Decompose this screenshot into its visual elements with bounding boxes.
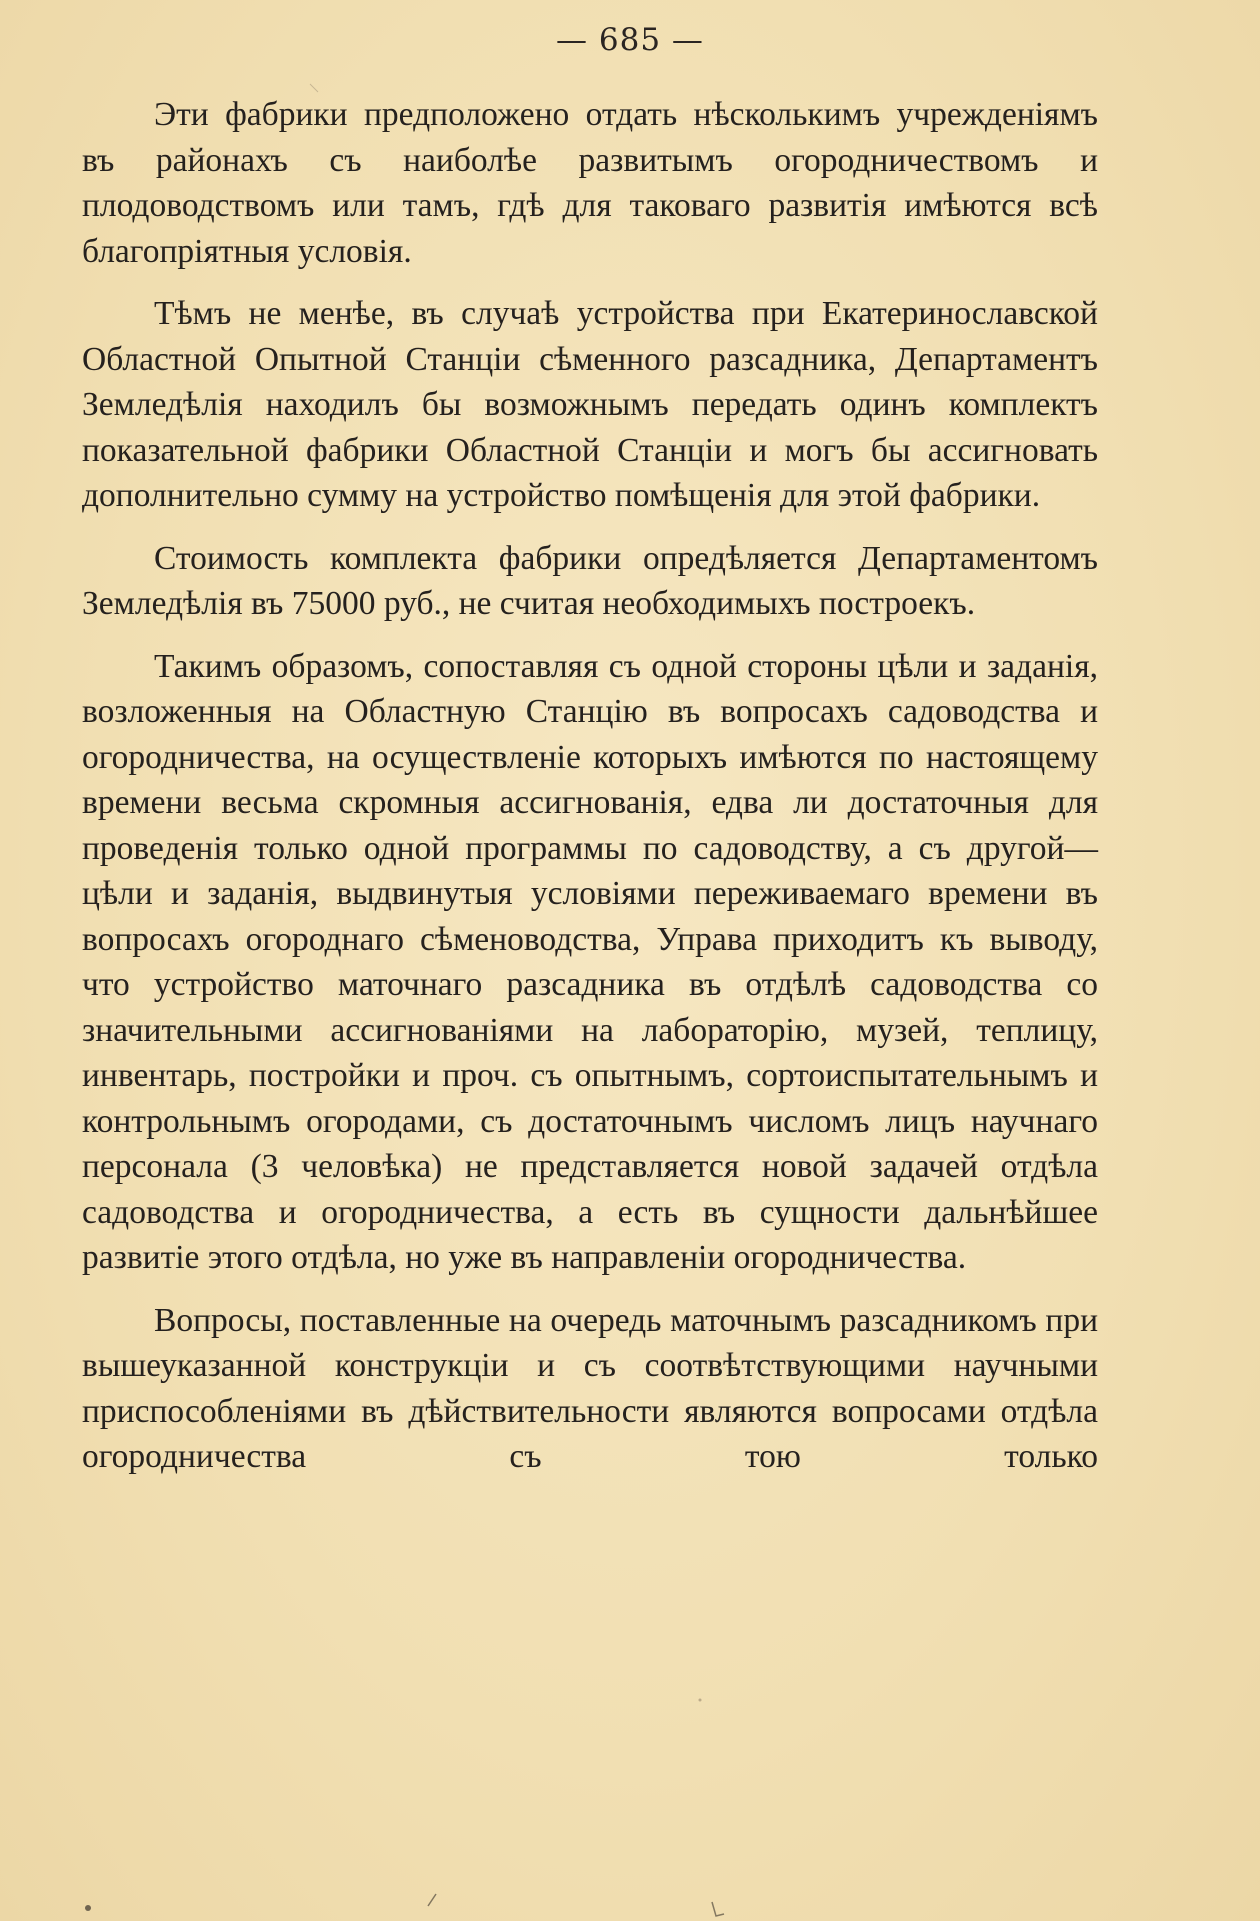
paragraph-5: Вопросы, поставленные на очередь маточнымъ разсадникомъ при вышеуказанной конструкціи и съ соотвѣтствующими научными приспособленіями въ дѣйствительности являются вопросами отдѣла огородничества съ тою только <box>82 1301 1098 1475</box>
paragraph-3: Стоимость комплекта фабрики опредѣляется Департаментомъ Земледѣлія въ 75000 руб., не считая необходимыхъ построекъ. <box>82 539 1098 622</box>
paragraph-1: Эти фабрики предположено отдать нѣсколькимъ учреждeніямъ въ районахъ съ наиболѣе развитымъ огородничествомъ и плодоводствомъ или тамъ, гдѣ для таковаго развитія имѣются всѣ благопріятныя условія. <box>82 96 1098 270</box>
paragraph-4: Такимъ образомъ, сопоставляя съ одной стороны цѣли и заданія, возложенныя на Областную Станцію въ вопросахъ садоводства и огородничества, на осуществленіе которыхъ имѣются по настоящему времени весьма скромныя ассигнованія, едва ли достаточныя для проведенія только одной программы по садоводству, а съ другой—цѣли и заданія, выдвинутыя условіями переживаемаго времени въ вопросахъ огороднаго сѣменоводства, Управа приходитъ къ выводу, что устройство маточнаго разсадника въ отдѣлѣ садоводства со значительными ассигнованіями на лабораторію, музей, теплицу, инвентарь, постройки и проч. съ опытнымъ, сортоиспытательнымъ и контрольнымъ огородами, съ достаточнымъ числомъ лицъ научнаго персонала (3 человѣка) не представляется новой задачей отдѣла садоводства и огородничества, а есть въ сущности дальнѣйшее развитіе этого отдѣла, но уже въ направленіи огородничества. <box>82 647 1098 1276</box>
page-number: — 685 — <box>556 22 704 58</box>
body-text <box>82 92 1098 1497</box>
paragraph-2: Тѣмъ не менѣе, въ случаѣ устройства при Екатеринославской Областной Опытной Станціи сѣменного разсадника, Департаментъ Земледѣлія находилъ бы возможнымъ передать одинъ комплектъ показательной фабрики Областной Станціи и могъ бы ассигновать дополнительно сумму на устройство помѣщенія для этой фабрики. <box>82 295 1098 514</box>
